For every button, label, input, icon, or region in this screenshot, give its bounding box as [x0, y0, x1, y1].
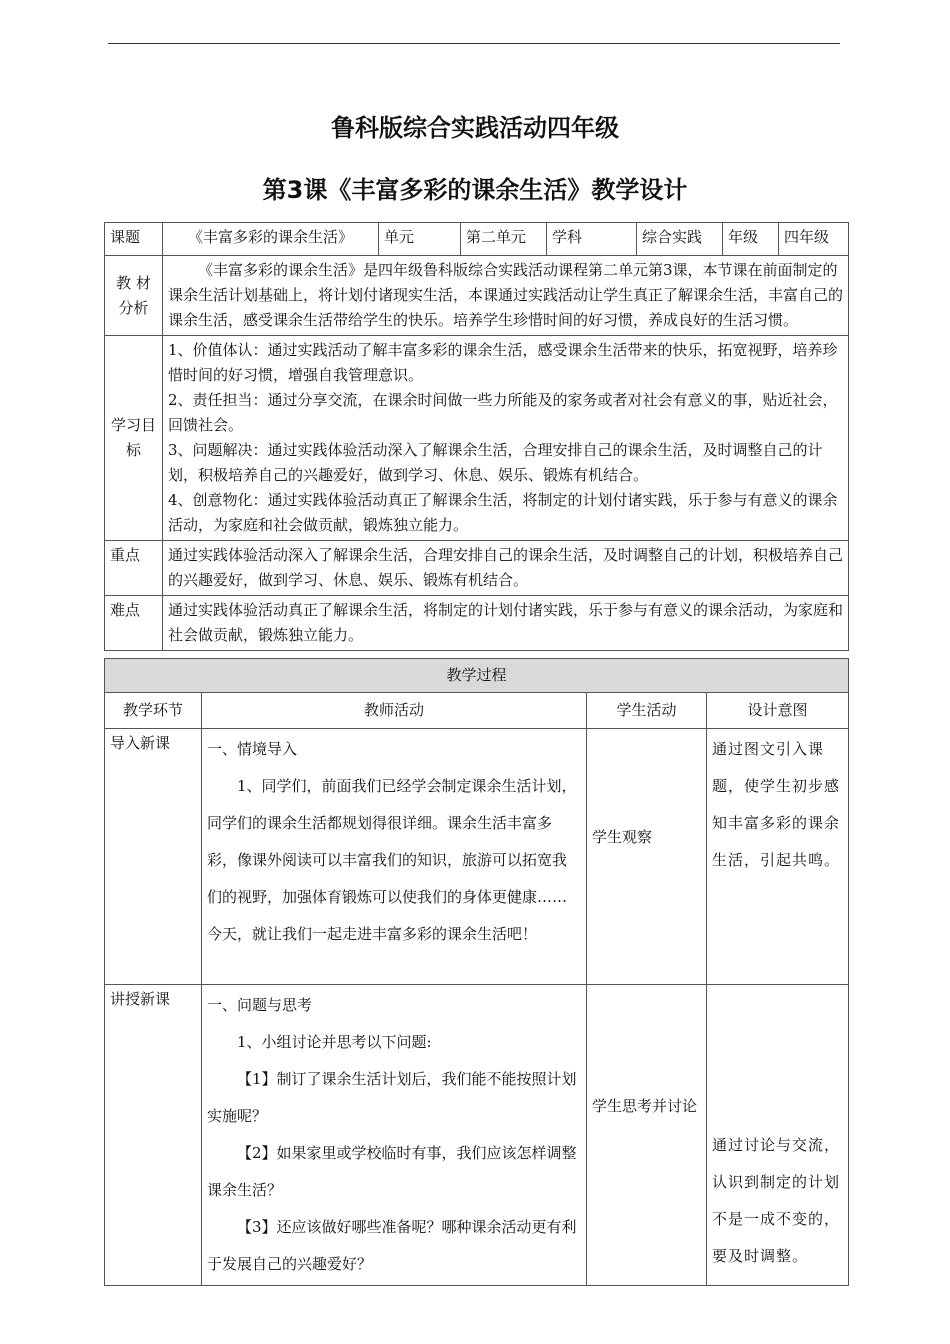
goal-item: 1、价值体认：通过实践活动了解丰富多彩的课余生活，感受课余生活带来的快乐，拓宽视野，培养珍惜时间的好习惯，增强自我管理意识。	[168, 341, 838, 384]
goals-label: 学习目标	[105, 336, 163, 541]
difficulty-label: 难点	[105, 596, 163, 651]
goal-item: 4、创意物化：通过实践体验活动真正了解课余生活，将制定的计划付诸实践，乐于参与有意义的课余活动，为家庭和社会做贡献，锻炼独立能力。	[168, 491, 838, 534]
lesson-title: 第3课《丰富多彩的课余生活》教学设计	[262, 176, 688, 204]
subject-value: 综合实践	[637, 223, 723, 256]
analysis-text: 《丰富多彩的课余生活》是四年级鲁科版综合实践活动课程第二单元第3课，本节课在前面制定的课余生活计划基础上，将计划付诸现实生活，本课通过实践活动让学生真正了解课余生活，丰富自己的课余生活，感受课余生活带给学生的快乐。培养学生珍惜时间的好习惯，养成良好的生活习惯。	[163, 256, 849, 336]
key-point-text: 通过实践体验活动深入了解课余生活，合理安排自己的课余生活，及时调整自己的计划，积极培养自己的兴趣爱好，做到学习、休息、娱乐、锻炼有机结合。	[163, 541, 849, 596]
unit-value: 第二单元	[461, 223, 547, 256]
header-rule	[108, 43, 840, 44]
process-section-title: 教学过程	[105, 659, 849, 693]
teacher-line: 【3】还应该做好哪些准备呢？哪种课余活动更有利于发展自己的兴趣爱好？	[207, 1218, 577, 1273]
teacher-text: 1、同学们，前面我们已经学会制定课余生活计划，同学们的课余生活都规划得很详细。课余生活丰富多彩，像课外阅读可以丰富我们的知识，旅游可以拓宽我们的视野，加强体育锻炼可以使我们的身体更健康……今天，就让我们一起走进丰富多彩的课余生活吧！	[207, 777, 577, 943]
process-row-intro	[105, 729, 849, 985]
grade-value: 四年级	[779, 223, 849, 256]
goal-item: 2、责任担当：通过分享交流，在课余时间做一些力所能及的家务或者对社会有意义的事，贴近社会，回馈社会。	[168, 391, 838, 434]
lesson-info-table	[104, 222, 849, 651]
goal-item: 3、问题解决：通过实践体验活动深入了解课余生活，合理安排自己的课余生活，及时调整自己的计划，积极培养自己的兴趣爱好，做到学习、休息、娱乐、锻炼有机结合。	[168, 441, 823, 484]
difficulty-text: 通过实践体验活动真正了解课余生活，将制定的计划付诸实践，乐于参与有意义的课余活动，为家庭和社会做贡献，锻炼独立能力。	[163, 596, 849, 651]
topic-label: 课题	[105, 223, 163, 256]
goals-row	[105, 336, 849, 541]
key-point-row	[105, 541, 849, 596]
student-activity-cell: 学生思考并讨论	[587, 985, 707, 1286]
teacher-heading: 一、情境导入	[207, 740, 298, 758]
stage-cell: 讲授新课	[105, 985, 202, 1286]
analysis-row	[105, 256, 849, 336]
process-row-new-lesson	[105, 985, 849, 1286]
design-intent-cell: 通过图文引入课题，使学生初步感知丰富多彩的课余生活，引起共鸣。	[707, 729, 849, 985]
column-header-stage: 教学环节	[105, 693, 202, 729]
column-header-intent: 设计意图	[707, 693, 849, 729]
grade-label: 年级	[723, 223, 779, 256]
teacher-activity-cell	[202, 985, 587, 1286]
column-header-teacher: 教师活动	[202, 693, 587, 729]
teacher-line: 【2】如果家里或学校临时有事，我们应该怎样调整课余生活？	[207, 1144, 577, 1199]
goals-list	[163, 336, 849, 541]
topic-row	[105, 223, 849, 256]
key-point-label: 重点	[105, 541, 163, 596]
design-intent-cell: 通过讨论与交流，认识到制定的计划不是一成不变的，要及时调整。	[707, 985, 849, 1286]
teacher-line: 1、小组讨论并思考以下问题:	[237, 1033, 432, 1051]
analysis-label: 教 材分析	[105, 256, 163, 336]
topic-value: 《丰富多彩的课余生活》	[163, 223, 379, 256]
unit-label: 单元	[379, 223, 461, 256]
difficulty-row	[105, 596, 849, 651]
document-title: 鲁科版综合实践活动四年级	[331, 114, 619, 142]
teaching-process-table	[104, 658, 849, 1286]
stage-cell: 导入新课	[105, 729, 202, 985]
teacher-heading: 一、问题与思考	[207, 996, 313, 1014]
subject-label: 学科	[547, 223, 637, 256]
teacher-activity-cell	[202, 729, 587, 985]
student-activity-cell: 学生观察	[587, 729, 707, 985]
column-header-student: 学生活动	[587, 693, 707, 729]
teacher-line: 【1】制订了课余生活计划后，我们能不能按照计划实施呢？	[207, 1070, 577, 1125]
process-header-row	[105, 659, 849, 693]
process-column-header-row	[105, 693, 849, 729]
